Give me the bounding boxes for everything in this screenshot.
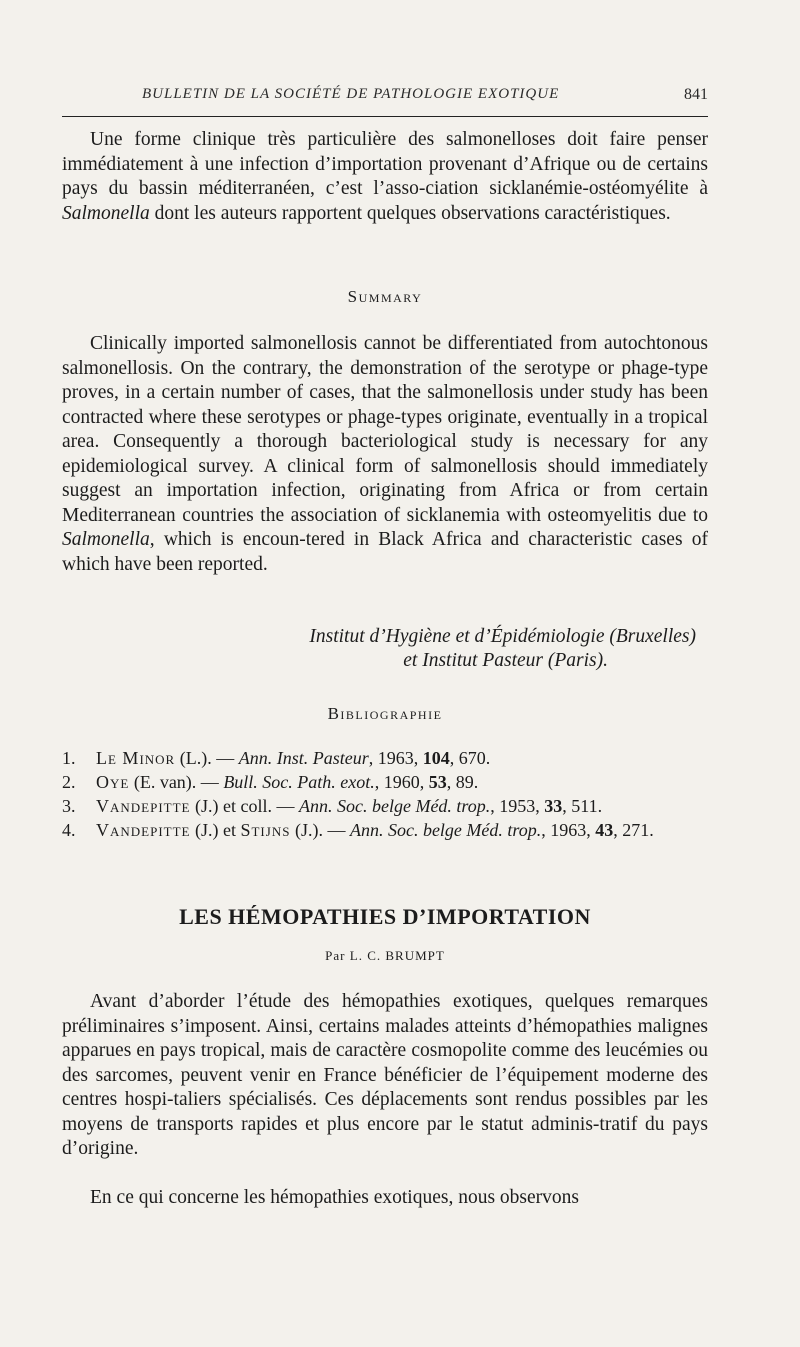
reference-year: , 1953,	[490, 796, 545, 816]
reference-journal: Bull. Soc. Path. exot.	[223, 772, 375, 792]
reference-author: Le Minor	[96, 748, 176, 768]
reference-number: 4.	[62, 820, 76, 840]
reference-journal: Ann. Soc. belge Méd. trop.	[349, 820, 542, 840]
institution-line-2: et Institut Pasteur (Paris).	[403, 650, 608, 671]
reference-volume: 43	[595, 820, 614, 840]
institution-block	[62, 625, 708, 675]
summary-text-1: Clinically imported salmonellosis cannot be differentiated from autochtonous salmonellosis. On the contrary, the demonstration of the serotype or phage-type proves, in a certain number of cases, that the salmonellosis under study has been contracted where these serotypes or phage-types originate, eventually in a tropical area. Consequently a thorough bacteriological study is necessary for any epidemiological survey. A clinical form of salmonellosis should immediately suggest an importation infection, originating from Africa or from certain Mediterranean countries the association of sicklanemia with osteomyelitis due to	[62, 333, 708, 526]
reference-author-2: Stijns	[240, 820, 291, 840]
summary-heading: Summary	[347, 287, 423, 306]
reference-year: , 1963,	[368, 748, 423, 768]
article-paragraph-1: Avant d’aborder l’étude des hémopathies exotiques, quelques remarques préliminaires s’imposent. Ainsi, certains malades atteints d’hémopathies malignes apparues en pays tropical, mais de caractère cosmopolite comme des leucémies ou des sarcomes, peuvent venir en France bénéficier de l’équipement moderne des centres hospi-taliers spécialisés. Ces déplacements sont rendus possibles par les moyens de transports rapides et plus encore par le statut adminis-tratif du pays d’origine.	[62, 991, 708, 1159]
reference-item	[62, 746, 708, 770]
reference-list	[62, 746, 708, 842]
reference-initials-2: (J.). —	[290, 820, 350, 840]
article-byline: Par L. C. BRUMPT	[325, 948, 445, 963]
reference-initials: (J.) et coll. —	[190, 796, 299, 816]
bibliography-heading: Bibliographie	[327, 704, 443, 723]
summary-text-2: , which is encoun-tered in Black Africa and characteristic cases of which have been reported.	[62, 529, 708, 575]
reference-initials: (L.). —	[175, 748, 239, 768]
intro-paragraph	[62, 128, 708, 226]
article-title: LES HÉMOPATHIES D’IMPORTATION	[179, 904, 591, 929]
reference-volume: 104	[422, 748, 450, 768]
reference-journal: Ann. Soc. belge Méd. trop.	[298, 796, 491, 816]
reference-item	[62, 794, 708, 818]
reference-item	[62, 770, 708, 794]
reference-number: 3.	[62, 796, 76, 816]
institution-line-1: Institut d’Hygiène et d’Épidémiologie (Bruxelles)	[309, 626, 696, 647]
reference-number: 2.	[62, 772, 76, 792]
summary-italic: Salmonella	[62, 529, 150, 550]
header-rule	[62, 116, 708, 117]
intro-text-2: dont les auteurs rapportent quelques observations caractéristiques.	[149, 202, 671, 224]
reference-volume: 33	[544, 796, 563, 816]
reference-pages: , 89.	[446, 772, 479, 792]
reference-year: , 1960,	[374, 772, 429, 792]
reference-pages: , 271.	[613, 820, 654, 840]
intro-italic: Salmonella	[62, 202, 150, 224]
article-paragraph-2: En ce qui concerne les hémopathies exotiques, nous observons	[90, 1187, 579, 1208]
reference-pages: , 511.	[562, 796, 603, 816]
reference-journal: Ann. Inst. Pasteur	[238, 748, 369, 768]
reference-number: 1.	[62, 748, 76, 768]
reference-item	[62, 818, 708, 842]
reference-author: Oye	[96, 772, 130, 792]
reference-initials: (J.) et	[190, 820, 241, 840]
reference-author: Vandepitte	[96, 820, 191, 840]
reference-author: Vandepitte	[96, 796, 191, 816]
reference-volume: 53	[428, 772, 447, 792]
reference-initials: (E. van). —	[129, 772, 224, 792]
running-title: BULLETIN DE LA SOCIÉTÉ DE PATHOLOGIE EXOTIQUE	[142, 86, 560, 102]
reference-year: , 1963,	[541, 820, 596, 840]
reference-pages: , 670.	[449, 748, 491, 768]
summary-paragraph	[62, 332, 708, 577]
page-number: 841	[684, 86, 708, 103]
intro-text-1: Une forme clinique très particulière des salmonelloses doit faire penser immédiatement à une infection d’importation provenant d’Afrique ou de certains pays du bassin méditerranéen, c’est l’asso-ciation sicklanémie-ostéomyélite à	[62, 129, 708, 199]
